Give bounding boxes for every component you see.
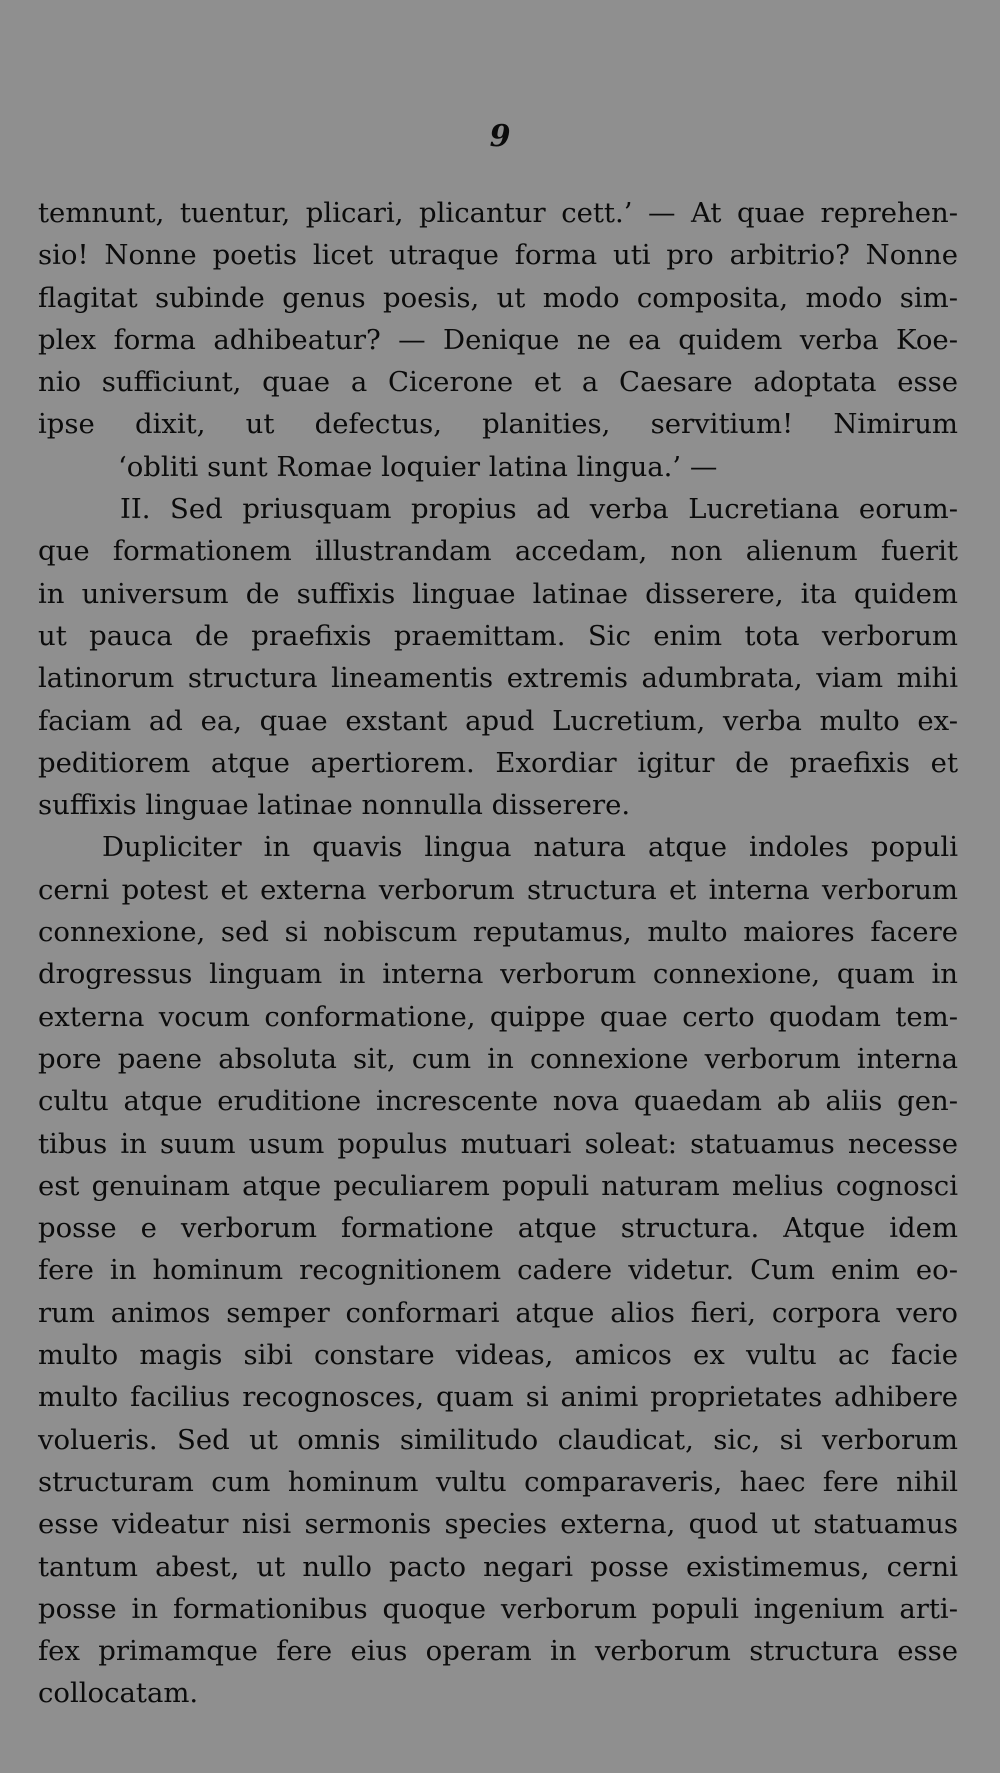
text-line: posse in formationibus quoque verborum populi ingenium arti- [38,1592,958,1625]
text-line: temnunt, tuentur, plicari, plicantur cett.’ — At quae reprehen- [38,197,958,229]
text-line: multo magis sibi constare videas, amicos ex vultu ac facie [38,1339,958,1372]
text-line: tantum abest, ut nullo pacto negari posse existimemus, cerni [38,1550,958,1583]
text-line: faciam ad ea, quae exstant apud Lucretium, verba multo ex- [38,704,958,737]
text-line: est genuinam atque peculiarem populi naturam melius cognosci [38,1169,958,1202]
text-line: ‘obliti sunt Romae loquier latina lingua.’ — [118,450,718,483]
text-line: ipse dixit, ut defectus, planities, servitium! Nimirum [38,408,958,441]
text-line: drogressus linguam in interna verborum connexione, quam in [38,958,958,991]
text-line: cerni potest et externa verborum structura et interna verborum [38,873,958,906]
text-line: sio! Nonne poetis licet utraque forma uti pro arbitrio? Nonne [38,239,958,272]
text-line: flagitat subinde genus poesis, ut modo composita, modo sim- [38,281,958,314]
text-line: in universum de suffixis linguae latinae disserere, ita quidem [38,577,958,610]
text-line: posse e verborum formatione atque structura. Atque idem [38,1212,958,1245]
text-line: latinorum structura lineamentis extremis adumbrata, viam mihi [38,662,958,695]
text-line: ut pauca de praefixis praemittam. Sic enim tota verborum [38,619,958,652]
text-line: tibus in suum usum populus mutuari soleat: statuamus necesse [38,1127,958,1160]
page-number: 9 [489,119,511,154]
text-line: Dupliciter in quavis lingua natura atque indoles populi [102,831,958,864]
text-line: peditiorem atque apertiorem. Exordiar igitur de praefixis et [38,746,958,779]
text-line: esse videatur nisi sermonis species externa, quod ut statuamus [38,1508,958,1541]
text-line: externa vocum conformatione, quippe quae certo quodam tem- [38,1000,958,1033]
text-line: volueris. Sed ut omnis similitudo claudicat, sic, si verborum [38,1423,958,1456]
text-line: II. Sed priusquam propius ad verba Lucretiana eorum- [120,493,958,526]
body-text [38,192,958,1715]
text-line: fex primamque fere eius operam in verborum structura esse [38,1635,958,1668]
text-line: fere in hominum recognitionem cadere videtur. Cum enim eo- [38,1254,958,1287]
text-line: cultu atque eruditione increscente nova quaedam ab aliis gen- [38,1085,958,1118]
text-line: multo facilius recognosces, quam si animi proprietates adhibere [38,1381,958,1414]
text-line: structuram cum hominum vultu comparaveris, haec fere nihil [38,1465,958,1498]
text-line: connexione, sed si nobiscum reputamus, multo maiores facere [38,916,958,949]
text-line: suffixis linguae latinae nonnulla disserere. [38,789,631,822]
text-line: rum animos semper conformari atque alios fieri, corpora vero [38,1296,958,1329]
text-line: collocatam. [38,1677,199,1710]
text-line: plex forma adhibeatur? — Denique ne ea quidem verba Koe- [38,323,958,356]
text-line: que formationem illustrandam accedam, non alienum fuerit [38,535,958,568]
text-line: nio sufficiunt, quae a Cicerone et a Caesare adoptata esse [38,366,958,399]
text-line: pore paene absoluta sit, cum in connexione verborum interna [38,1042,958,1075]
